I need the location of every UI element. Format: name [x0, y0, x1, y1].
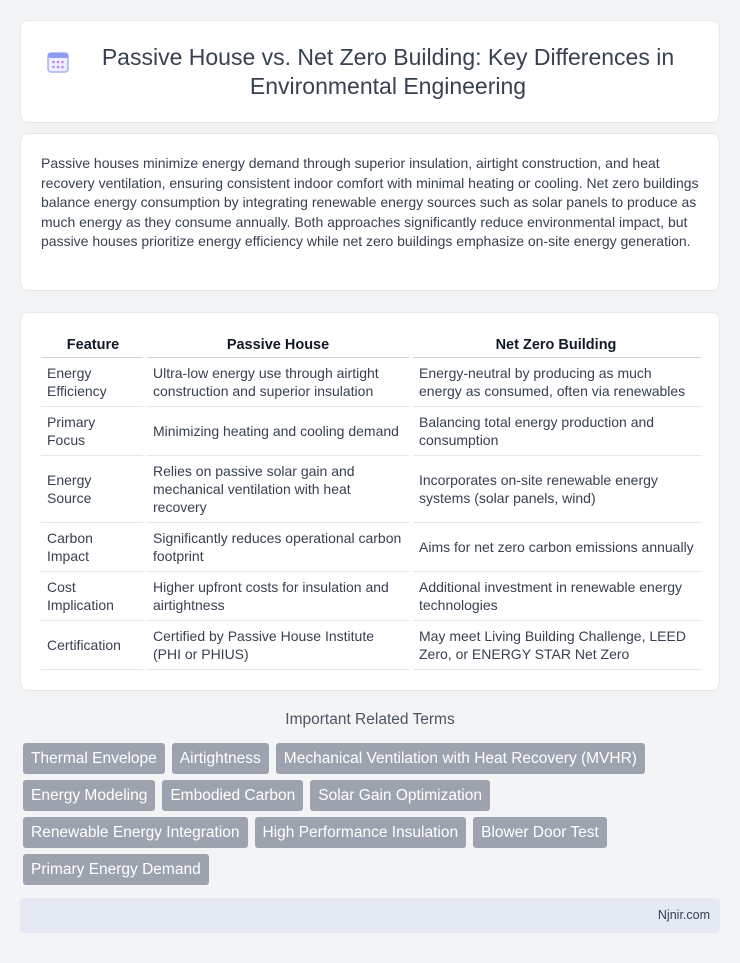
- cell-passive-house: Relies on passive solar gain and mechanical ventilation with heat recovery: [145, 455, 411, 522]
- comparison-card: [20, 312, 720, 691]
- title-card: [20, 20, 720, 123]
- term-tag[interactable]: Energy Modeling: [23, 780, 155, 811]
- term-tag[interactable]: Primary Energy Demand: [23, 854, 209, 885]
- table-row: [41, 406, 701, 455]
- term-tag[interactable]: Embodied Carbon: [162, 780, 303, 811]
- related-terms-list: [23, 743, 723, 891]
- table-row: [41, 620, 701, 669]
- cell-passive-house: Minimizing heating and cooling demand: [145, 406, 411, 455]
- cell-net-zero: Additional investment in renewable energy technologies: [411, 571, 701, 620]
- cell-feature: Carbon Impact: [41, 522, 145, 571]
- cell-net-zero: Aims for net zero carbon emissions annually: [411, 522, 701, 571]
- table-row: [41, 357, 701, 406]
- header-passive-house: Passive House: [145, 333, 411, 357]
- intro-paragraph: Passive houses minimize energy demand through superior insulation, airtight construction, and heat recovery ventilation, ensuring consistent indoor comfort with minimal heating or cooling. Net zero buildings balance energy consumption by integrating renewable energy sources such as solar panels to produce as much energy as they consume annually. Both approaches significantly reduce environmental impact, but passive houses prioritize energy efficiency while net zero buildings emphasize on-site energy generation.: [41, 155, 699, 249]
- cell-passive-house: Certified by Passive House Institute (PHI or PHIUS): [145, 620, 411, 669]
- term-tag[interactable]: Renewable Energy Integration: [23, 817, 248, 848]
- term-tag[interactable]: High Performance Insulation: [255, 817, 467, 848]
- header-feature: Feature: [41, 333, 145, 357]
- intro-card: [20, 133, 720, 291]
- cell-feature: Certification: [41, 620, 145, 669]
- cell-passive-house: Significantly reduces operational carbon footprint: [145, 522, 411, 571]
- comparison-table: [41, 333, 701, 670]
- footer-site-link[interactable]: Njnir.com: [657, 908, 710, 922]
- related-terms-heading: Important Related Terms: [285, 711, 455, 728]
- cell-net-zero: Incorporates on-site renewable energy systems (solar panels, wind): [411, 455, 701, 522]
- cell-feature: Primary Focus: [41, 406, 145, 455]
- cell-feature: Cost Implication: [41, 571, 145, 620]
- cell-passive-house: Higher upfront costs for insulation and airtightness: [145, 571, 411, 620]
- term-tag[interactable]: Blower Door Test: [473, 817, 607, 848]
- table-row: [41, 571, 701, 620]
- title-wrap: [21, 43, 719, 101]
- table-row: [41, 522, 701, 571]
- cell-feature: Energy Source: [41, 455, 145, 522]
- term-tag[interactable]: Thermal Envelope: [23, 743, 165, 774]
- calendar-icon: [45, 49, 71, 75]
- cell-passive-house: Ultra-low energy use through airtight construction and superior insulation: [145, 357, 411, 406]
- footer: [20, 898, 720, 933]
- header-net-zero: Net Zero Building: [411, 333, 701, 357]
- cell-net-zero: Balancing total energy production and consumption: [411, 406, 701, 455]
- cell-feature: Energy Efficiency: [41, 357, 145, 406]
- term-tag[interactable]: Solar Gain Optimization: [310, 780, 490, 811]
- cell-net-zero: Energy-neutral by producing as much energy as consumed, often via renewables: [411, 357, 701, 406]
- table-header-row: [41, 333, 701, 357]
- page-title: Passive House vs. Net Zero Building: Key Differences in Environmental Engineering: [101, 43, 675, 99]
- term-tag[interactable]: Mechanical Ventilation with Heat Recovery (MVHR): [276, 743, 645, 774]
- term-tag[interactable]: Airtightness: [172, 743, 269, 774]
- table-row: [41, 455, 701, 522]
- cell-net-zero: May meet Living Building Challenge, LEED Zero, or ENERGY STAR Net Zero: [411, 620, 701, 669]
